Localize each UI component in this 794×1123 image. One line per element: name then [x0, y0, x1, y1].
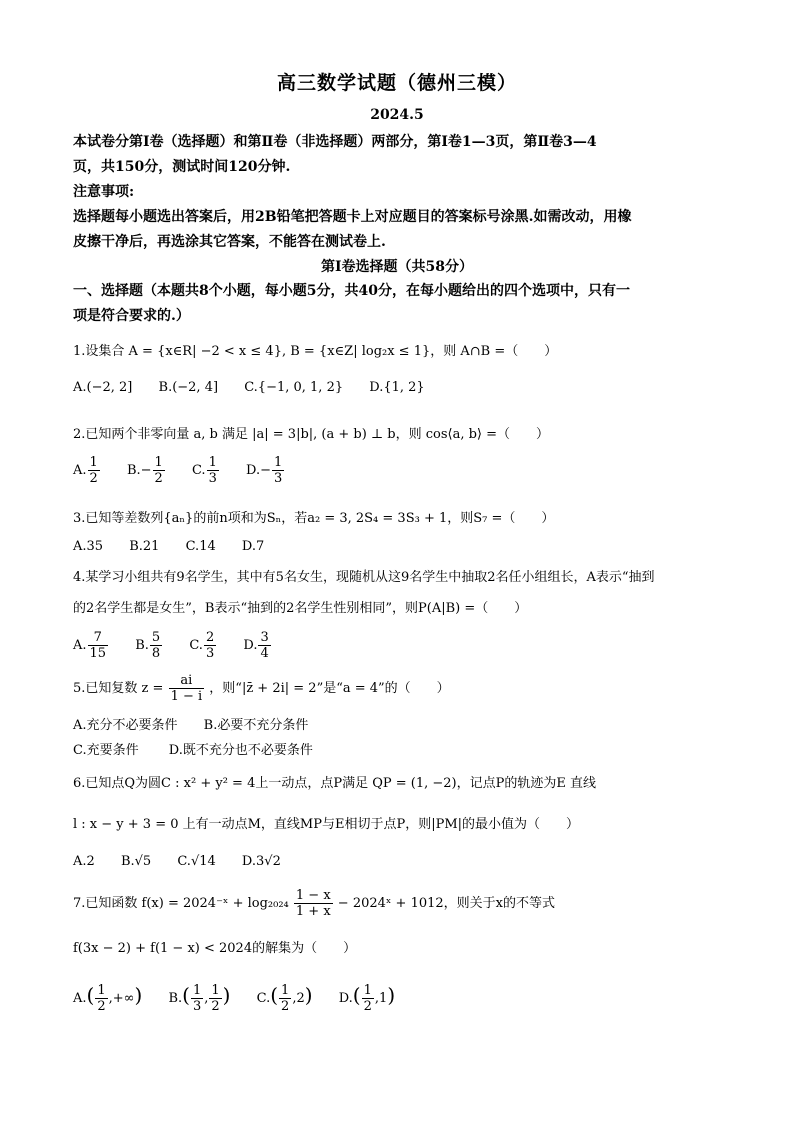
q6-option-b[interactable]: B.√5: [120, 854, 152, 869]
section-instruction-1: 一、选择题（本题共8个小题，每小题5分，共40分，在每小题给出的四个选项中，只有一: [73, 283, 630, 299]
q4-option-d[interactable]: D. $\frac{3}{4}$: [243, 630, 269, 661]
question-2-options: [73, 455, 307, 486]
q7-option-d[interactable]: D.( $\frac{1}{2}$ ,1): [338, 983, 396, 1014]
q3-option-b[interactable]: B.21: [129, 539, 160, 554]
q2-option-c[interactable]: C. $\frac{1}{3}$: [191, 455, 217, 486]
q6-option-c[interactable]: C.√14: [177, 854, 216, 869]
q5-fraction: $\frac{ai}{1 - i}$: [170, 673, 203, 704]
q7-option-a[interactable]: A.( $\frac{1}{2}$ ,+∞): [73, 983, 143, 1014]
q1-option-c[interactable]: C.{−1, 0, 1, 2}: [244, 380, 344, 395]
notice-line-2: 皮擦干净后，再选涂其它答案，不能答在测试卷上.: [73, 234, 386, 250]
question-5-options-line-2: [73, 739, 335, 758]
q3-option-d[interactable]: D.7: [241, 539, 265, 554]
q4-option-b[interactable]: B. $\frac{5}{8}$: [135, 630, 161, 661]
question-1-options: [73, 380, 447, 395]
part-title: 第Ⅰ卷选择题（共58分）: [320, 259, 474, 275]
question-7-options: [73, 983, 417, 1014]
q5-option-b[interactable]: B.必要不充分条件: [203, 718, 309, 733]
intro-line-2: 页，共150分，测试时间120分钟.: [73, 159, 291, 175]
notice-line-1: 选择题每小题选出答案后，用2B铅笔把答题卡上对应题目的答案标号涂黑.如需改动，用橡: [73, 209, 632, 225]
question-7-stem-line-2: f(3x − 2) + f(1 − x) < 2024的解集为（ ）: [73, 941, 357, 956]
q7-option-b[interactable]: B.( $\frac{1}{3}$ , $\frac{1}{2}$ ): [168, 983, 231, 1014]
q5-option-c[interactable]: C.充要条件: [73, 743, 139, 758]
q2-option-a[interactable]: A. $\frac{1}{2}$: [73, 455, 98, 486]
q5-option-a[interactable]: A.充分不必要条件: [73, 718, 178, 733]
notice-heading: 注意事项:: [73, 184, 135, 200]
q1-option-a[interactable]: A.(−2, 2]: [73, 380, 133, 395]
q7-fraction: $\frac{1 - x}{1 + x}$: [295, 888, 331, 919]
question-1-stem: 1.设集合 A = {x∈R| −2 < x ≤ 4}, B = {x∈Z| log₂x ≤ 1}，则 A∩B =（ ）: [73, 344, 558, 359]
question-3-options: [73, 539, 286, 554]
q7-option-c[interactable]: C.( $\frac{1}{2}$ ,2): [256, 983, 313, 1014]
q2-option-d[interactable]: D.− $\frac{1}{3}$: [246, 455, 283, 486]
exam-date: 2024.5: [370, 107, 424, 123]
question-6-options: [73, 854, 303, 869]
question-7-stem-line-1: 7.已知函数 f(x) = 2024⁻ˣ + log₂₀₂₄ $\frac{1 - x}{1 + x}$ − 2024ˣ + 1012，则关于x的不等式: [73, 888, 555, 919]
q6-option-a[interactable]: A.2: [73, 854, 95, 869]
q5-option-d[interactable]: D.既不充分也不必要条件: [168, 743, 313, 758]
q3-option-a[interactable]: A.35: [73, 539, 104, 554]
question-3-stem: 3.已知等差数列{aₙ}的前n项和为Sₙ，若a₂ = 3, 2S₄ = 3S₃ + 1，则S₇ =（ ）: [73, 511, 555, 526]
q4-option-a[interactable]: A. $\frac{7}{15}$: [73, 630, 107, 661]
question-2-stem: 2.已知两个非零向量 a, b 满足 |a| = 3|b|, (a + b) ⊥ b，则 cos⟨a, b⟩ =（ ）: [73, 427, 550, 442]
page-title: 高三数学试题（德州三模）: [276, 72, 517, 94]
q6-option-d[interactable]: D.3√2: [241, 854, 281, 869]
intro-line-1: 本试卷分第Ⅰ卷（选择题）和第Ⅱ卷（非选择题）两部分，第Ⅰ卷1—3页，第Ⅱ卷3—4: [73, 134, 597, 150]
question-4-stem-line-2: 的2名学生都是女生”，B表示“抽到的2名学生性别相同”，则P(A|B) =（ ）: [73, 601, 528, 616]
question-6-stem-line-1: 6.已知点Q为圆C : x² + y² = 4上一动点，点P满足 QP = (1, −2)，记点P的轨迹为E 直线: [73, 776, 596, 791]
question-6-stem-line-2: l : x − y + 3 = 0 上有一动点M，直线MP与E相切于点P，则|PM|的最小值为（ ）: [73, 817, 580, 832]
q2-option-b[interactable]: B.− $\frac{1}{2}$: [126, 455, 163, 486]
q1-option-d[interactable]: D.{1, 2}: [369, 380, 425, 395]
section-instruction-2: 项是符合要求的.）: [73, 308, 190, 324]
question-4-stem-line-1: 4.某学习小组共有9名学生，其中有5名女生，现随机从这9名学生中抽取2名任小组组长，A表示“抽到: [73, 570, 655, 585]
question-4-options: [73, 630, 294, 661]
question-5-options-line-1: [73, 714, 330, 733]
q3-option-c[interactable]: C.14: [185, 539, 216, 554]
q4-option-c[interactable]: C. $\frac{2}{3}$: [189, 630, 215, 661]
question-5-stem: 5.已知复数 z = $\frac{ai}{1 - i}$ ，则“|z̄ + 2i| = 2”是“a = 4”的（ ）: [73, 673, 450, 704]
q1-option-b[interactable]: B.(−2, 4]: [158, 380, 219, 395]
